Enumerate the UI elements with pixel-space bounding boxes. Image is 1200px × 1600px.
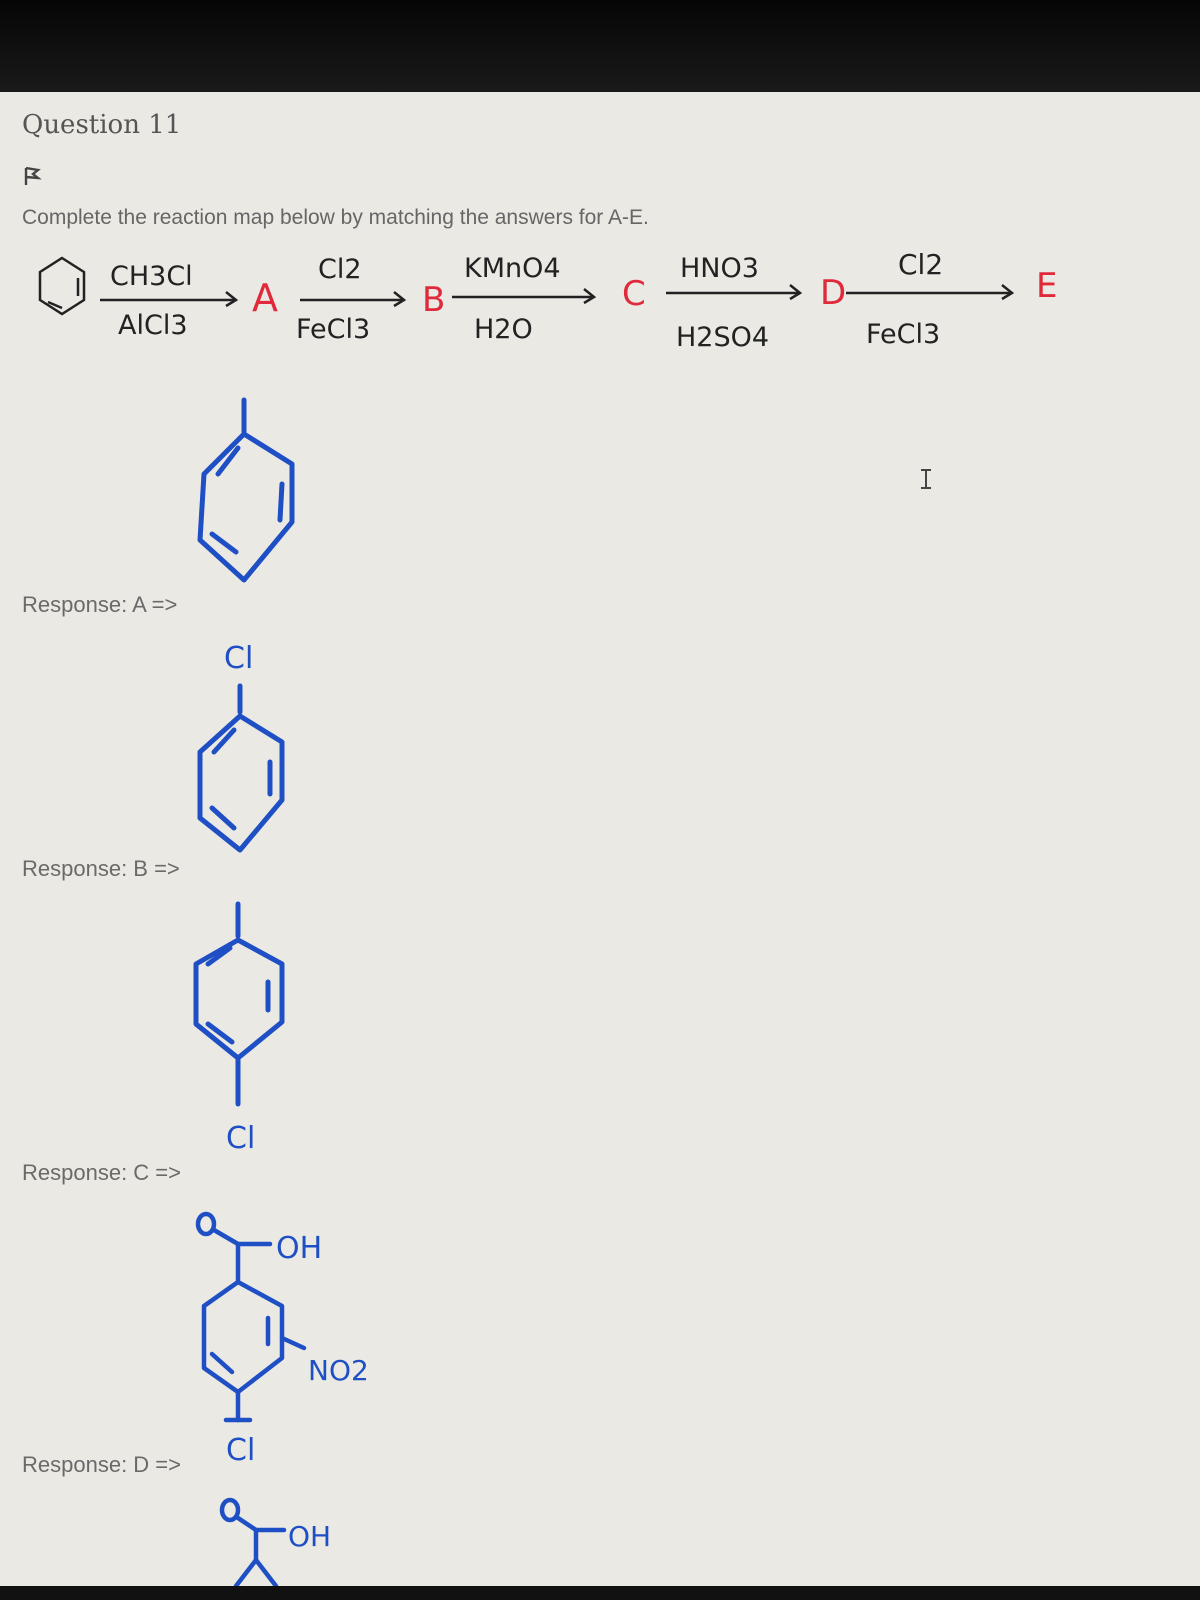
reagent-step4-top: HNO3 — [680, 253, 759, 284]
structure-d-bottom-label: Cl — [226, 1433, 256, 1468]
response-label-d: Response: D => — [22, 1452, 181, 1477]
text-cursor-icon — [921, 470, 931, 488]
dark-top-bezel — [0, 0, 1200, 92]
reagent-step5-top: Cl2 — [898, 248, 944, 281]
reagent-step1-bottom: AlCl3 — [118, 310, 188, 341]
product-label-c: C — [622, 274, 646, 314]
response-label-c: Response: C => — [22, 1160, 181, 1185]
reagent-step1-top: CH3Cl — [110, 261, 193, 292]
response-label-b: Response: B => — [22, 856, 180, 881]
structure-d-top-label: OH — [276, 1231, 323, 1266]
reagent-step5-bottom: FeCl3 — [866, 319, 941, 350]
structure-c-substituent-label: Cl — [226, 1121, 256, 1156]
structure-d-side-label: NO2 — [308, 1354, 369, 1387]
response-label-a: Response: A => — [22, 592, 178, 617]
product-label-a: A — [252, 276, 278, 320]
structure-e-top-label: OH — [288, 1520, 332, 1553]
reagent-step2-bottom: FeCl3 — [296, 314, 371, 345]
question-instruction: Complete the reaction map below by matching the answers for A-E. — [22, 206, 649, 229]
reagent-step2-top: Cl2 — [318, 254, 362, 285]
dark-bottom-bezel — [0, 1586, 1200, 1600]
product-label-b: B — [422, 280, 446, 320]
benzene-starting-material — [40, 258, 84, 314]
question-title: Question 11 — [22, 110, 182, 140]
structure-c-chlorotoluene — [196, 904, 282, 1104]
product-label-e: E — [1036, 266, 1058, 306]
structure-b-substituent-label: Cl — [224, 641, 254, 676]
structure-a-toluene — [200, 400, 292, 580]
reagent-step4-bottom: H2SO4 — [676, 322, 770, 353]
product-label-d: D — [820, 273, 847, 313]
structure-e-partial — [222, 1500, 284, 1586]
structure-b-chlorotoluene — [200, 686, 282, 850]
reagent-step3-bottom: H2O — [474, 314, 533, 345]
reagent-step3-top: KMnO4 — [464, 253, 561, 284]
handwritten-reaction-scheme — [0, 92, 1200, 1586]
